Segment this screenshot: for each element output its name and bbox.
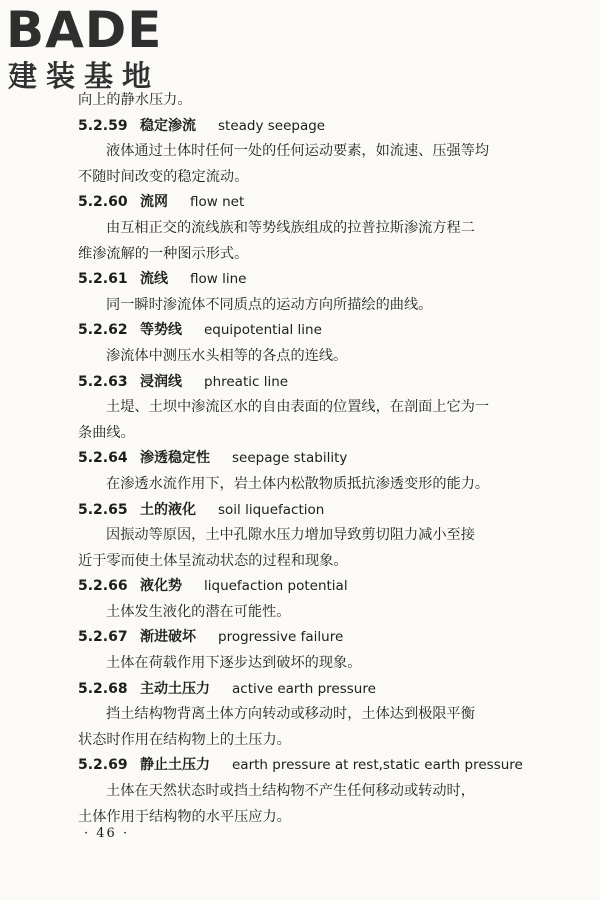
entry-definition-line: 土堤、土坝中渗流区水的自由表面的位置线，在剖面上它为一 — [106, 399, 490, 416]
entry-heading — [78, 446, 532, 472]
entry-definition-line: 土体作用于结构物的水平压应力。 — [78, 808, 291, 825]
entry-number: 5.2.67 — [78, 629, 128, 646]
logo-subtitle: 建装基地 — [8, 59, 161, 93]
entry-heading — [78, 574, 532, 600]
page-number: · 46 · — [84, 826, 130, 841]
entry-definition-line: 近于零而使土体呈流动状态的过程和现象。 — [78, 552, 348, 569]
entry-number: 5.2.69 — [78, 757, 128, 774]
entry-number: 5.2.59 — [78, 117, 128, 134]
entry-definition-line: 由互相正交的流线族和等势线族组成的拉普拉斯渗流方程二 — [106, 219, 475, 236]
entry-number: 5.2.62 — [78, 322, 128, 339]
entry-term-zh: 稳定渗流 — [140, 117, 196, 134]
logo-word: BADE — [6, 1, 163, 59]
entry-heading — [78, 625, 532, 651]
entry-term-en: phreatic line — [204, 373, 289, 390]
entry-definition-line: 因振动等原因，土中孔隙水压力增加导致剪切阻力减小至接 — [106, 527, 475, 544]
entry-definition-line: 液体通过土体时任何一处的任何运动要素，如流速、压强等均 — [106, 143, 490, 160]
entry-term-en: progressive failure — [218, 629, 344, 646]
entry-heading — [78, 370, 532, 396]
entry-term-zh: 主动土压力 — [140, 680, 210, 697]
entry-term-zh: 等势线 — [140, 322, 182, 339]
entry-term-zh: 流线 — [140, 271, 168, 288]
entry-definition-line: 土体在天然状态时或挡土结构物不产生任何移动或转动时， — [106, 783, 475, 800]
entry-term-en: earth pressure at rest,static earth pressure — [232, 757, 523, 774]
entry-heading — [78, 114, 532, 140]
entry-term-zh: 土的液化 — [140, 501, 196, 518]
entry-term-zh: 液化势 — [140, 578, 182, 595]
entry-term-zh: 流网 — [140, 194, 168, 211]
entry-term-zh: 渗透稳定性 — [140, 450, 210, 467]
entry-definition-line: 渗流体中测压水头相等的各点的连线。 — [106, 347, 348, 364]
entry-term-en: equipotential line — [204, 322, 322, 339]
entry-definition-line: 维渗流解的一种图示形式。 — [78, 245, 249, 262]
entry-heading — [78, 498, 532, 524]
entry-list — [78, 114, 532, 831]
continued-line: 向上的静水压力。 — [78, 92, 192, 108]
entry-term-en: flow line — [190, 271, 247, 288]
entry-heading — [78, 318, 532, 344]
entry-number: 5.2.61 — [78, 271, 128, 288]
entry-heading — [78, 677, 532, 703]
entry-term-en: soil liquefaction — [218, 501, 325, 518]
entry-number: 5.2.68 — [78, 680, 128, 697]
entry-definition-line: 状态时作用在结构物上的土压力。 — [78, 731, 291, 748]
bade-logo — [6, 1, 176, 96]
entry-definition-line: 土体发生液化的潜在可能性。 — [106, 603, 291, 620]
entry-definition-line: 土体在荷载作用下逐步达到破坏的现象。 — [106, 655, 362, 672]
entry-number: 5.2.66 — [78, 578, 128, 595]
entry-definition-line: 条曲线。 — [78, 424, 135, 441]
entry-number: 5.2.64 — [78, 450, 128, 467]
entry-term-zh: 静止土压力 — [140, 757, 210, 774]
entry-term-en: seepage stability — [232, 450, 348, 467]
entry-number: 5.2.63 — [78, 373, 128, 390]
entry-heading — [78, 267, 532, 293]
entry-term-en: flow net — [190, 194, 245, 211]
entry-heading — [78, 753, 532, 779]
entry-definition-line: 在渗透水流作用下，岩土体内松散物质抵抗渗透变形的能力。 — [106, 475, 490, 492]
entry-term-en: steady seepage — [218, 117, 326, 134]
entry-number: 5.2.60 — [78, 194, 128, 211]
entry-number: 5.2.65 — [78, 501, 128, 518]
entry-term-zh: 浸润线 — [140, 373, 182, 390]
page-content — [78, 88, 532, 830]
entry-definition-line: 挡土结构物背离土体方向转动或移动时，土体达到极限平衡 — [106, 706, 475, 723]
entry-term-en: active earth pressure — [232, 680, 376, 697]
entry-definition-line: 不随时间改变的稳定流动。 — [78, 168, 249, 185]
entry-term-en: liquefaction potential — [204, 578, 348, 595]
entry-heading — [78, 190, 532, 216]
entry-definition-line: 同一瞬时渗流体不同质点的运动方向所描绘的曲线。 — [106, 296, 433, 313]
entry-term-zh: 渐进破坏 — [140, 629, 196, 646]
